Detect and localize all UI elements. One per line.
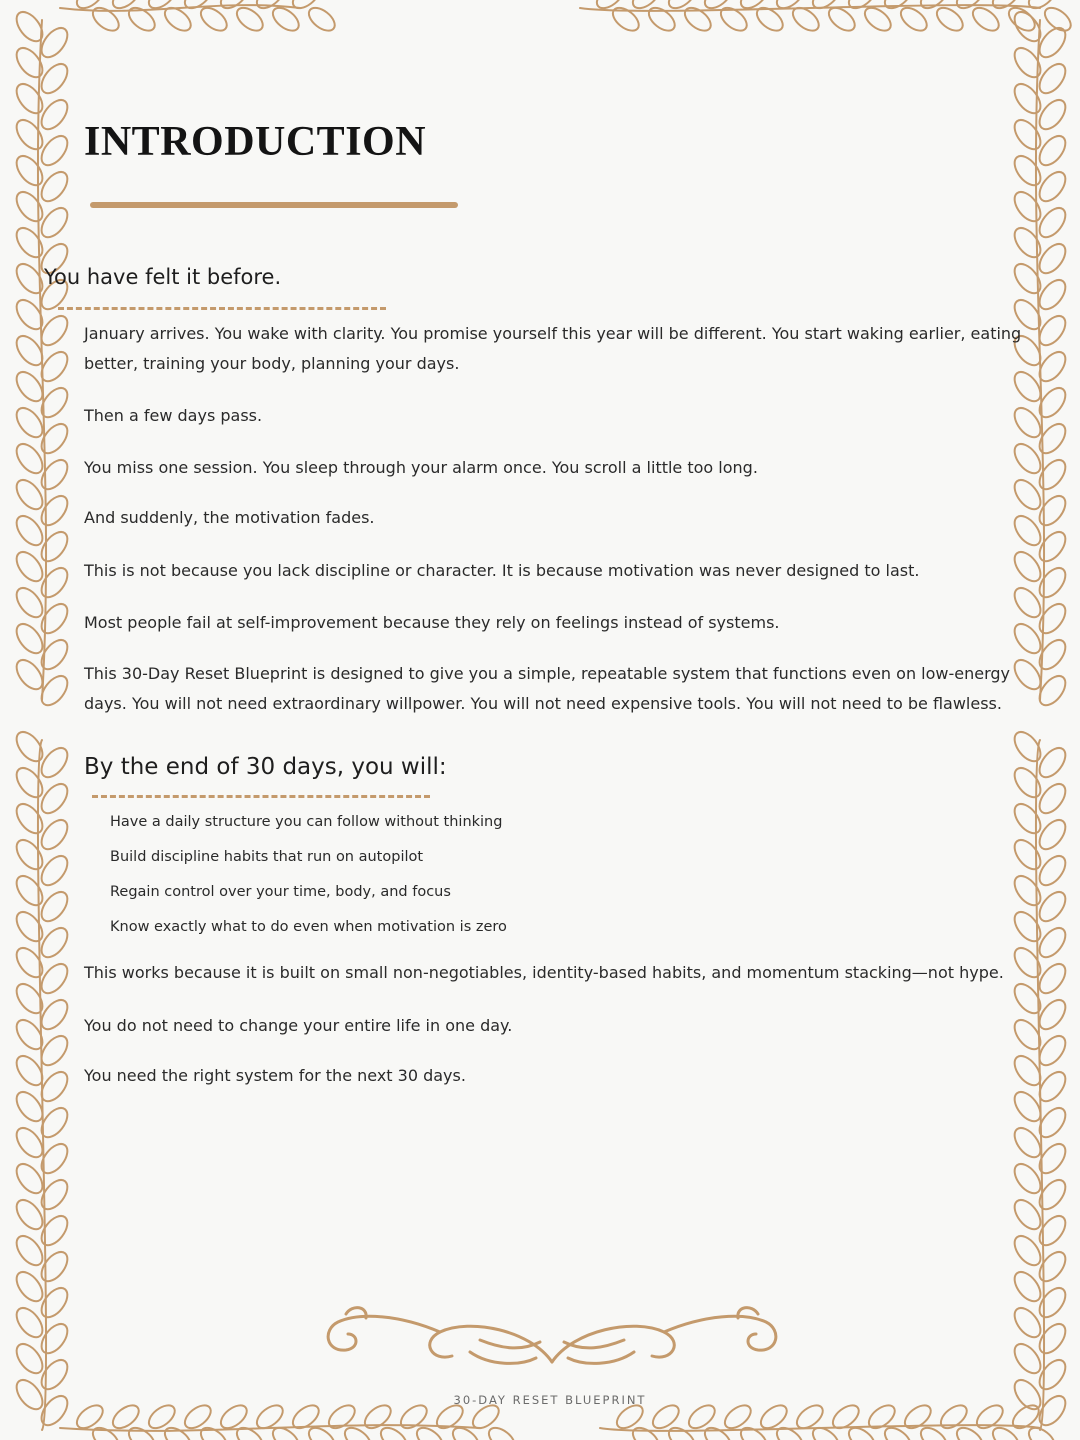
paragraph: This works because it is built on small non-negotiables, identity-based habits, and momentum stacking—not hype.	[84, 963, 1004, 982]
paragraph: And suddenly, the motivation fades.	[84, 508, 375, 527]
paragraph: Most people fail at self-improvement because they rely on feelings instead of systems.	[84, 613, 780, 632]
section-heading-outcomes: By the end of 30 days, you will:	[84, 754, 447, 780]
section-heading-felt: You have felt it before.	[44, 265, 282, 289]
title-underline	[90, 202, 458, 208]
outcomes-list	[110, 805, 507, 945]
paragraph: This is not because you lack discipline or character. It is because motivation was never designed to last.	[84, 561, 920, 580]
paragraph: You miss one session. You sleep through your alarm once. You scroll a little too long.	[84, 458, 758, 477]
list-item: Regain control over your time, body, and focus	[110, 884, 451, 900]
footer-label: 30-DAY RESET BLUEPRINT	[453, 1393, 647, 1407]
dashed-divider	[58, 307, 386, 310]
list-item: Know exactly what to do even when motivation is zero	[110, 919, 507, 935]
list-item: Have a daily structure you can follow without thinking	[110, 814, 503, 830]
paragraph: January arrives. You wake with clarity. You promise yourself this year will be different. You start waking earlier, eating better, training your body, planning your days.	[84, 324, 1022, 373]
paragraph: You need the right system for the next 30 days.	[84, 1066, 466, 1085]
paragraph: Then a few days pass.	[84, 406, 263, 425]
page-title: INTRODUCTION	[84, 119, 427, 165]
paragraph: You do not need to change your entire life in one day.	[84, 1016, 513, 1035]
list-item: Build discipline habits that run on autopilot	[110, 849, 424, 865]
paragraph: This 30-Day Reset Blueprint is designed to give you a simple, repeatable system that functions even on low-energy days. You will not need extraordinary willpower. You will not need expensive tools. You will not need to be flawless.	[84, 664, 1011, 713]
dashed-divider	[92, 795, 430, 798]
